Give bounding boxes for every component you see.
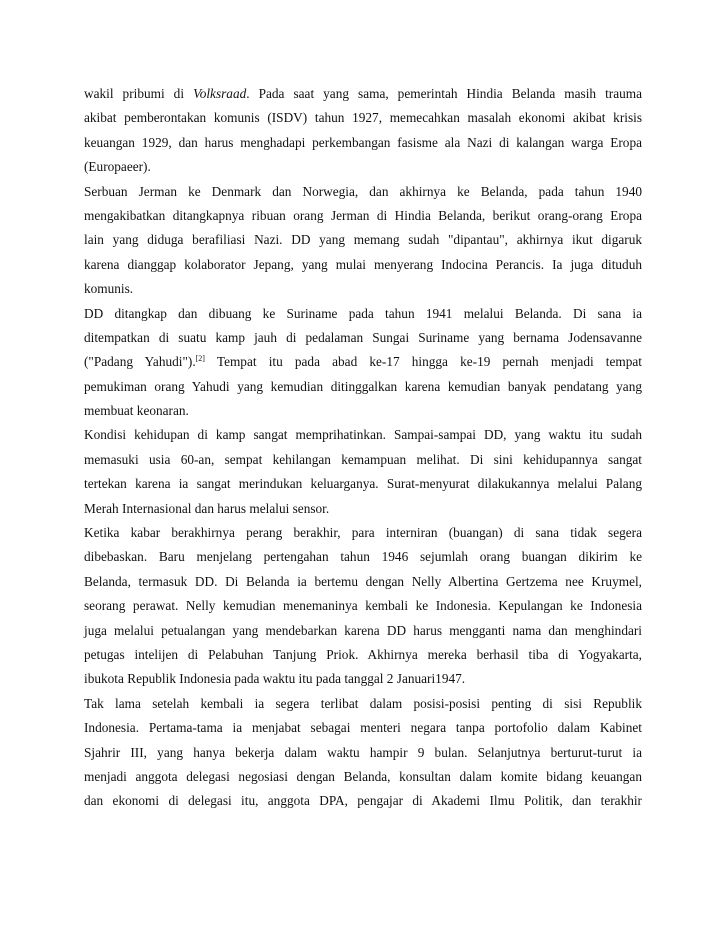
text-segment: petugas intelijen di Pelabuhan Tanjung Priok. Akhirnya mereka berhasil tiba di Yogyakarta, [84,646,642,662]
text-line [84,789,642,813]
text-line [84,423,642,447]
text-line [84,106,642,130]
text-segment: seorang perawat. Nelly kemudian menemaninya kembali ke Indonesia. Kepulangan ke Indonesia [84,598,642,614]
text-line [84,765,642,789]
text-line [84,545,642,569]
text-segment: lain yang diduga berafiliasi Nazi. DD yang memang sudah "dipantau", akhirnya ikut digaruk [84,232,642,248]
text-segment: (Europaeer). [84,159,151,175]
text-line [84,326,642,350]
text-segment: mengakibatkan ditangkapnya ribuan orang Jerman di Hindia Belanda, berikut orang-orang Eropa [84,207,642,223]
text-segment: akibat pemberontakan komunis (ISDV) tahun 1927, memecahkan masalah ekonomi akibat krisis [84,110,642,126]
text-line [84,570,642,594]
text-line [84,619,642,643]
text-line [84,350,642,374]
document-page [84,82,642,814]
text-line [84,643,642,667]
footnote-reference[interactable]: [2] [195,354,205,364]
text-segment: Belanda, termasuk DD. Di Belanda ia bertemu dengan Nelly Albertina Gertzema nee Kruymel, [84,573,642,589]
paragraph [84,692,642,814]
text-line [84,82,642,106]
text-segment: . Pada saat yang sama, pemerintah Hindia Belanda masih trauma [246,86,643,101]
text-line [84,448,642,472]
text-line [84,131,642,155]
text-line [84,155,642,179]
text-segment: ditempatkan di suatu kamp jauh di pedalaman Sungai Suriname yang bernama Jodensavanne [84,329,642,345]
text-segment: dan ekonomi di delegasi itu, anggota DPA, pengajar di Akademi Ilmu Politik, dan terakhir [84,793,642,809]
text-segment: Merah Internasional dan harus melalui sensor. [84,500,330,516]
text-line [84,716,642,740]
text-segment: karena dianggap kolaborator Jepang, yang mulai menyerang Indocina Perancis. Ia juga dituduh [84,256,642,272]
text-line [84,497,642,521]
text-segment: wakil pribumi di [84,86,194,101]
text-line [84,277,642,301]
text-segment: juga melalui petualangan yang mendebarkan karena DD harus mengganti nama dan menghindari [84,622,642,638]
text-line [84,741,642,765]
text-segment: keuangan 1929, dan harus menghadapi perkembangan fasisme ala Nazi di kalangan warga Eropa [84,134,642,150]
text-line [84,667,642,691]
text-segment: membuat keonaran. [84,403,189,419]
text-segment: memasuki usia 60-an, sempat kehilangan kemampuan melihat. Di sini kehidupannya sangat [84,451,642,467]
text-line [84,399,642,423]
text-line [84,180,642,204]
text-segment: Serbuan Jerman ke Denmark dan Norwegia, dan akhirnya ke Belanda, pada tahun 1940 [84,183,642,199]
text-segment: Sjahrir III, yang hanya bekerja dalam waktu hampir 9 bulan. Selanjutnya berturut-turut ia [84,744,642,760]
text-line [84,521,642,545]
text-segment: dibebaskan. Baru menjelang pertengahan tahun 1946 sejumlah orang buangan dikirim ke [84,549,642,565]
text-segment: pemukiman orang Yahudi yang kemudian ditinggalkan karena kemudian banyak pendatang yang [84,378,642,394]
text-segment: Indonesia. Pertama-tama ia menjabat sebagai menteri negara tanpa portofolio dalam Kabinet [84,720,642,736]
paragraph [84,82,642,180]
text-segment: tertekan karena ia sangat merindukan keluarganya. Surat-menyurat dilakukannya melalui Palang [84,476,642,492]
text-line [84,692,642,716]
paragraph [84,180,642,302]
paragraph [84,521,642,692]
text-line [84,594,642,618]
text-segment: komunis. [84,281,134,297]
text-segment: DD ditangkap dan dibuang ke Suriname pada tahun 1941 melalui Belanda. Di sana ia [84,305,642,321]
text-segment: ibukota Republik Indonesia pada waktu itu pada tanggal 2 Januari1947. [84,671,466,687]
text-segment: Tempat itu pada abad ke-17 hingga ke-19 pernah menjadi tempat [204,354,642,370]
text-line [84,253,642,277]
text-segment: ("Padang Yahudi"). [84,354,196,370]
paragraph [84,423,642,521]
text-line [84,375,642,399]
paragraph [84,302,642,424]
text-line [84,302,642,326]
italic-text: Volksraad [193,86,247,101]
text-segment: Kondisi kehidupan di kamp sangat memprihatinkan. Sampai-sampai DD, yang waktu itu sudah [84,427,642,443]
text-line [84,228,642,252]
text-segment: menjadi anggota delegasi negosiasi dengan Belanda, konsultan dalam komite bidang keuangan [84,768,642,784]
text-line [84,472,642,496]
text-line [84,204,642,228]
text-segment: Ketika kabar berakhirnya perang berakhir, para interniran (buangan) di sana tidak segera [84,525,642,541]
text-segment: Tak lama setelah kembali ia segera terlibat dalam posisi-posisi penting di sisi Republik [84,695,642,711]
